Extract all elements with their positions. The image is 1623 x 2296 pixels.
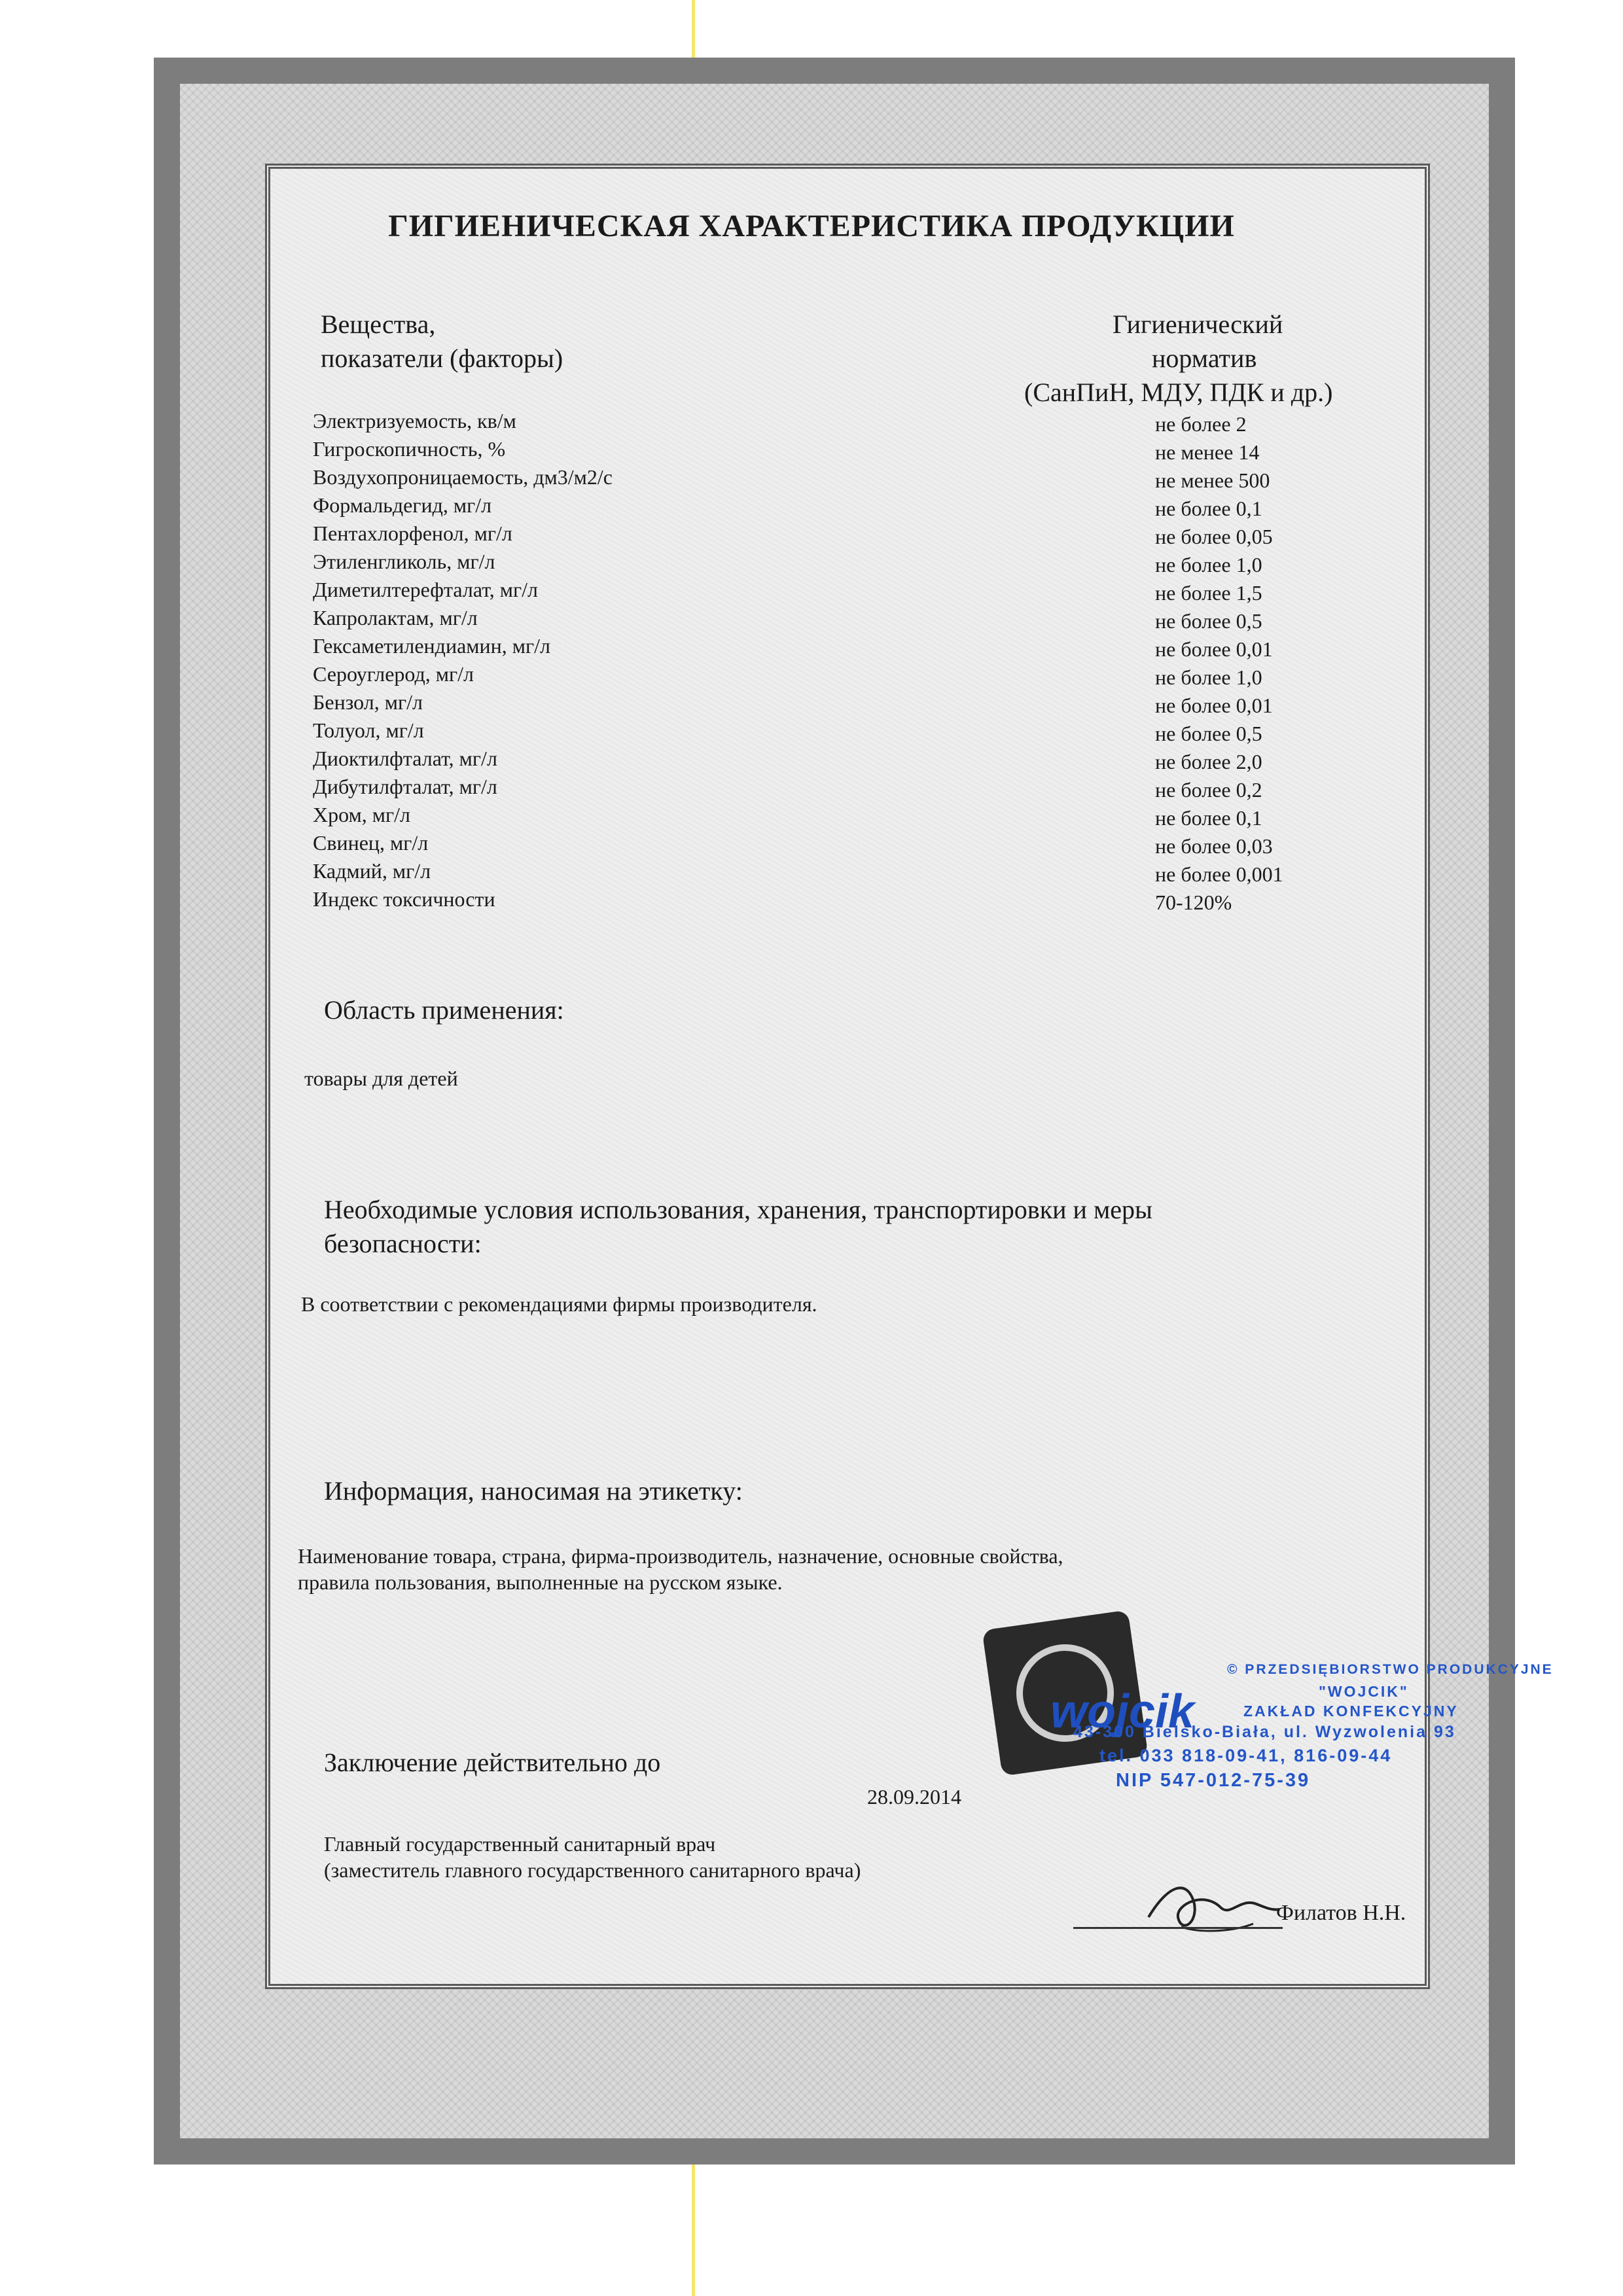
stamp-line1: © PRZEDSIĘBIORSTWO PRODUKCYJNE	[1227, 1662, 1554, 1677]
header-right-line1: Гигиенический	[1113, 309, 1283, 339]
document-title: ГИГИЕНИЧЕСКАЯ ХАРАКТЕРИСТИКА ПРОДУКЦИИ	[388, 209, 1235, 243]
label-info-heading: Информация, наносимая на этикетку:	[324, 1476, 743, 1506]
row-name: Формальдегид, мг/л	[313, 493, 492, 517]
wojcik-logo: wojcik	[1050, 1686, 1195, 1738]
row-name: Свинец, мг/л	[313, 831, 429, 855]
row-value: не более 0,05	[1155, 525, 1273, 548]
row-name: Пентахлорфенол, мг/л	[313, 521, 512, 545]
stamp-line6: NIP 547-012-75-39	[1116, 1770, 1311, 1791]
row-name: Сероуглерод, мг/л	[313, 662, 474, 686]
doctor-title-line2: (заместитель главного государственного санитарного врача)	[324, 1858, 861, 1882]
row-value: не более 0,5	[1155, 722, 1262, 745]
row-name: Диоктилфталат, мг/л	[313, 747, 497, 770]
row-value: не более 2	[1155, 412, 1247, 436]
row-value: 70-120%	[1155, 891, 1232, 914]
row-name: Кадмий, мг/л	[313, 859, 431, 883]
row-name: Гигроскопичность, %	[313, 437, 506, 461]
row-name: Индекс токсичности	[313, 887, 495, 911]
label-info-line1: Наименование товара, страна, фирма-производитель, назначение, основные свойства,	[298, 1544, 1063, 1568]
handwritten-signature	[1142, 1871, 1286, 1943]
row-value: не более 1,0	[1155, 553, 1262, 576]
application-text: товары для детей	[304, 1067, 458, 1090]
conditions-heading-line2: безопасности:	[324, 1229, 482, 1258]
header-left-line1: Вещества,	[321, 309, 436, 339]
stamp-line3: ZAKŁAD KONFEKCYJNY	[1243, 1703, 1459, 1720]
row-name: Бензол, мг/л	[313, 690, 423, 714]
row-value: не более 2,0	[1155, 750, 1262, 773]
row-value: не более 0,001	[1155, 862, 1283, 886]
row-name: Хром, мг/л	[313, 803, 410, 826]
signature-line	[1073, 1927, 1283, 1929]
stamp-line5: tel. 033 818-09-41, 816-09-44	[1099, 1746, 1393, 1765]
row-value: не более 1,0	[1155, 665, 1262, 689]
row-name: Этиленгликоль, мг/л	[313, 550, 495, 573]
row-value: не более 0,1	[1155, 497, 1262, 520]
row-value: не более 0,01	[1155, 637, 1273, 661]
conditions-heading-line1: Необходимые условия использования, хранения, транспортировки и меры	[324, 1195, 1152, 1224]
row-value: не более 0,5	[1155, 609, 1262, 633]
row-value: не более 0,03	[1155, 834, 1273, 858]
row-value: не менее 500	[1155, 468, 1270, 492]
row-value: не менее 14	[1155, 440, 1260, 464]
header-right-line3: (СанПиН, МДУ, ПДК и др.)	[1024, 378, 1333, 407]
validity-date: 28.09.2014	[867, 1785, 961, 1809]
validity-label: Заключение действительно до	[324, 1748, 661, 1777]
row-value: не более 0,2	[1155, 778, 1262, 802]
header-left-line2: показатели (факторы)	[321, 344, 563, 373]
row-value: не более 0,01	[1155, 694, 1273, 717]
row-name: Дибутилфталат, мг/л	[313, 775, 497, 798]
row-name: Диметилтерефталат, мг/л	[313, 578, 539, 601]
row-name: Воздухопроницаемость, дм3/м2/с	[313, 465, 613, 489]
row-name: Капролактам, мг/л	[313, 606, 478, 629]
stamp-line4: 43-300 Bielsko-Biała, ul. Wyzwolenia 93	[1073, 1723, 1456, 1741]
doctor-title-line1: Главный государственный санитарный врач	[324, 1832, 716, 1856]
doctor-name: Филатов Н.Н.	[1276, 1901, 1406, 1925]
row-name: Толуол, мг/л	[313, 718, 424, 742]
stamp-line2: "WOJCIK"	[1319, 1683, 1409, 1700]
header-right-line2: норматив	[1152, 344, 1257, 373]
application-heading: Область применения:	[324, 995, 564, 1025]
row-name: Электризуемость, кв/м	[313, 409, 516, 433]
conditions-text: В соответствии с рекомендациями фирмы производителя.	[301, 1292, 817, 1316]
label-info-line2: правила пользования, выполненные на русском языке.	[298, 1570, 783, 1594]
row-value: не более 0,1	[1155, 806, 1262, 830]
row-name: Гексаметилендиамин, мг/л	[313, 634, 551, 658]
row-value: не более 1,5	[1155, 581, 1262, 605]
